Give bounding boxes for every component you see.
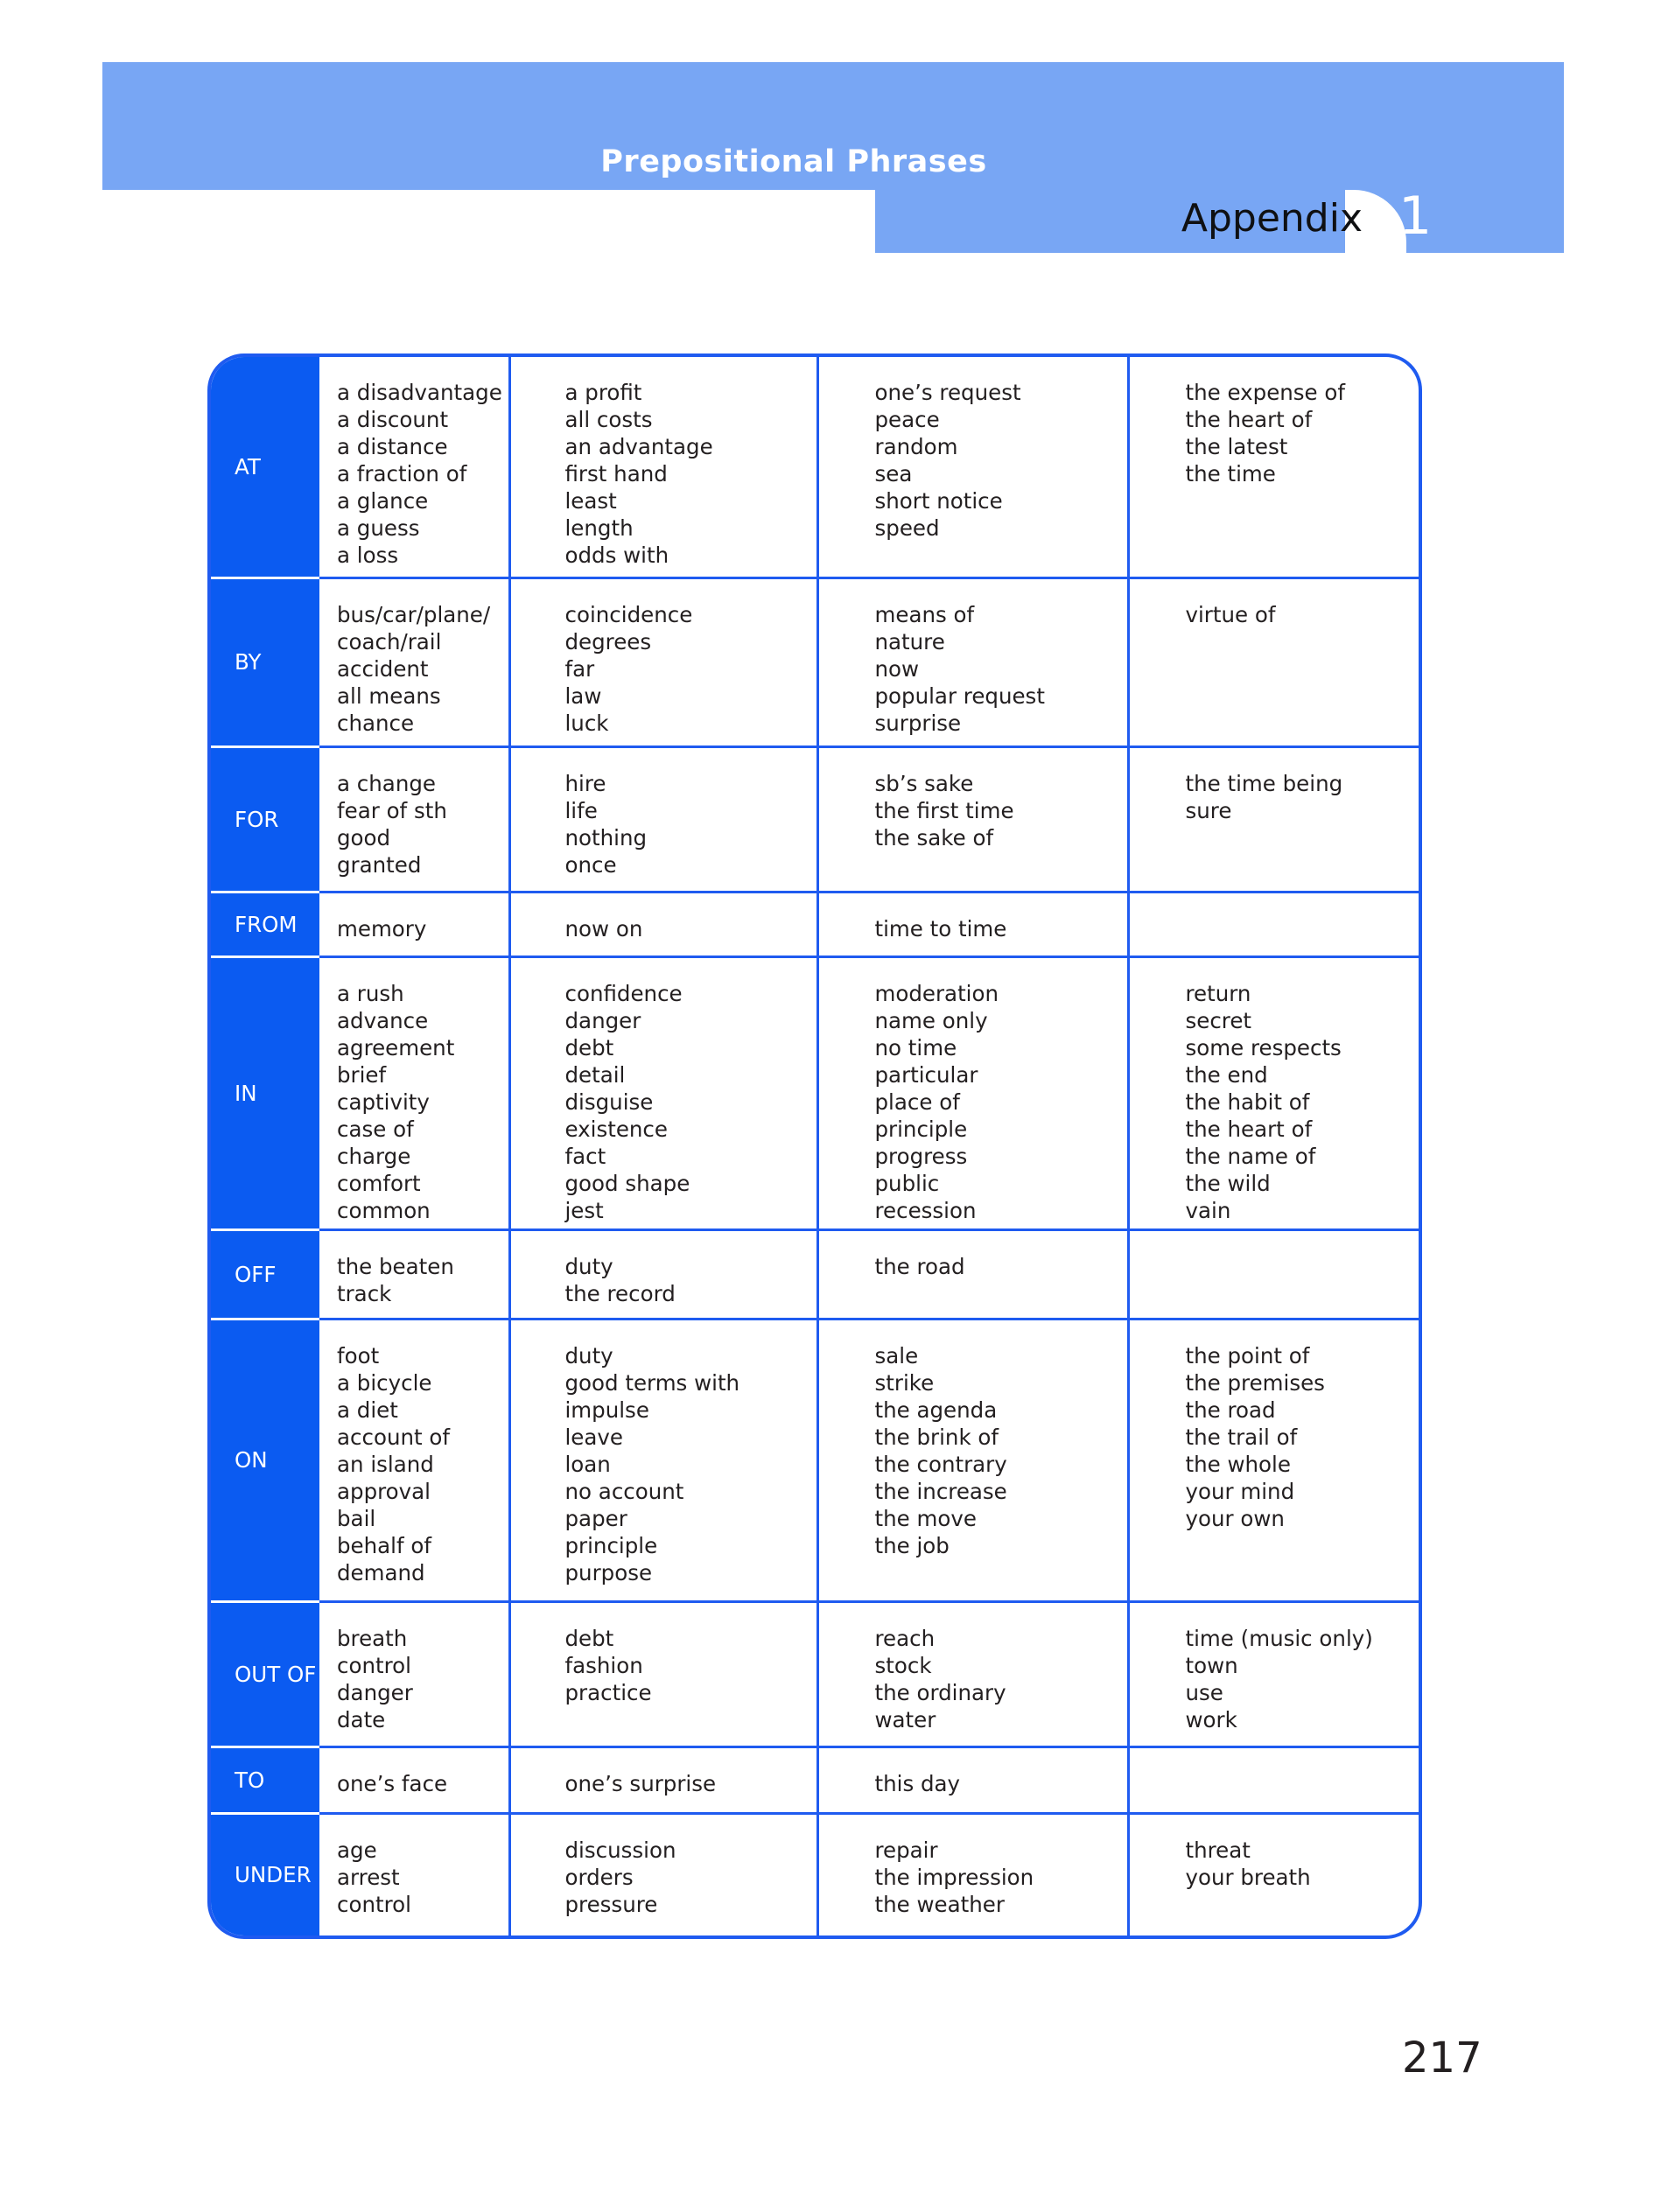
phrase-item: the time being bbox=[1185, 770, 1343, 796]
phrase-item: now on bbox=[564, 915, 643, 942]
phrase-item: the first time bbox=[874, 797, 1014, 823]
phrase-item: least bbox=[564, 488, 617, 514]
phrase-item: water bbox=[874, 1706, 936, 1732]
preposition-label: AT bbox=[211, 357, 319, 578]
phrase-item: an island bbox=[337, 1451, 434, 1477]
phrase-cell bbox=[817, 578, 1128, 746]
phrase-item: charge bbox=[337, 1143, 411, 1169]
table-row bbox=[211, 1601, 1419, 1746]
phrases-table bbox=[211, 357, 1419, 1936]
phrase-item: reach bbox=[874, 1625, 936, 1651]
preposition-label: ON bbox=[211, 1319, 319, 1601]
phrase-item: a change bbox=[337, 770, 436, 796]
phrase-item: the habit of bbox=[1185, 1088, 1310, 1115]
phrase-item: track bbox=[337, 1280, 392, 1306]
phrase-cell bbox=[319, 1229, 509, 1319]
phrase-item: detail bbox=[564, 1061, 626, 1088]
phrase-item: the latest bbox=[1185, 434, 1288, 459]
phrase-item: some respects bbox=[1185, 1034, 1342, 1060]
phrase-item: the increase bbox=[874, 1478, 1007, 1504]
phrase-item: good bbox=[337, 824, 391, 850]
phrase-item: the job bbox=[874, 1532, 950, 1558]
preposition-label: IN bbox=[211, 956, 319, 1229]
phrase-item: arrest bbox=[337, 1864, 400, 1890]
phrases-table-frame bbox=[207, 354, 1422, 1939]
phrase-cell bbox=[319, 357, 509, 578]
phrase-item: work bbox=[1185, 1706, 1237, 1732]
phrase-item: the beaten bbox=[337, 1253, 454, 1279]
phrase-item: luck bbox=[564, 710, 609, 736]
phrase-cell bbox=[509, 1813, 817, 1936]
phrase-item: discussion bbox=[564, 1837, 676, 1863]
table-row bbox=[211, 1813, 1419, 1936]
phrase-item: control bbox=[337, 1652, 411, 1678]
phrase-item: the name of bbox=[1185, 1143, 1316, 1169]
phrase-item: behalf of bbox=[337, 1532, 432, 1558]
phrase-item: the brink of bbox=[874, 1424, 999, 1450]
phrase-item: granted bbox=[337, 851, 422, 878]
phrase-item: memory bbox=[337, 915, 427, 942]
phrase-item: one’s face bbox=[337, 1770, 448, 1796]
phrase-item: foot bbox=[337, 1342, 380, 1368]
phrase-cell bbox=[319, 578, 509, 746]
phrase-item: good terms with bbox=[564, 1369, 740, 1396]
phrase-cell bbox=[509, 578, 817, 746]
phrase-item: law bbox=[564, 682, 602, 709]
phrase-item: chance bbox=[337, 710, 415, 736]
preposition-label: UNDER bbox=[211, 1813, 319, 1936]
phrase-item: recession bbox=[874, 1197, 977, 1223]
phrase-item: the contrary bbox=[874, 1451, 1007, 1477]
phrase-item: one’s surprise bbox=[564, 1770, 717, 1796]
phrase-cell bbox=[509, 1746, 817, 1813]
page-title: Prepositional Phrases bbox=[600, 144, 987, 179]
preposition-label: BY bbox=[211, 578, 319, 746]
phrase-item: secret bbox=[1185, 1007, 1252, 1033]
phrase-cell bbox=[509, 1601, 817, 1746]
phrase-item: the time bbox=[1185, 461, 1276, 486]
phrase-item: a profit bbox=[564, 380, 642, 405]
phrase-cell bbox=[817, 1319, 1128, 1601]
phrase-cell bbox=[817, 1813, 1128, 1936]
table-row bbox=[211, 578, 1419, 746]
phrase-item: no account bbox=[564, 1478, 684, 1504]
phrase-item: a discount bbox=[337, 407, 449, 432]
phrase-item: no time bbox=[874, 1034, 957, 1060]
phrase-item: the road bbox=[874, 1253, 965, 1279]
phrase-item: danger bbox=[337, 1679, 413, 1705]
phrase-item: duty bbox=[564, 1342, 613, 1368]
phrase-item: life bbox=[564, 797, 598, 823]
phrase-cell bbox=[1128, 1813, 1419, 1936]
table-row bbox=[211, 1319, 1419, 1601]
phrase-item: the wild bbox=[1185, 1170, 1271, 1196]
phrase-cell bbox=[817, 357, 1128, 578]
phrase-item: leave bbox=[564, 1424, 623, 1450]
phrase-item: time (music only) bbox=[1185, 1625, 1373, 1651]
phrase-item: random bbox=[874, 434, 958, 459]
phrase-item: agreement bbox=[337, 1034, 455, 1060]
phrase-item: far bbox=[564, 655, 595, 682]
phrase-item: the point of bbox=[1185, 1342, 1310, 1368]
phrase-item: peace bbox=[874, 407, 940, 432]
phrase-item: the premises bbox=[1185, 1369, 1325, 1396]
phrase-item: existence bbox=[564, 1116, 668, 1142]
phrase-item: impulse bbox=[564, 1396, 649, 1423]
phrase-item: purpose bbox=[564, 1559, 653, 1586]
phrase-item: a guess bbox=[337, 515, 420, 541]
phrase-item: disguise bbox=[564, 1088, 654, 1115]
phrase-item: the ordinary bbox=[874, 1679, 1006, 1705]
table-row bbox=[211, 746, 1419, 892]
phrase-item: fact bbox=[564, 1143, 606, 1169]
phrase-item: place of bbox=[874, 1088, 960, 1115]
phrase-item: the expense of bbox=[1185, 380, 1346, 405]
phrase-item: the end bbox=[1185, 1061, 1268, 1088]
phrase-item: the impression bbox=[874, 1864, 1034, 1890]
phrase-item: odds with bbox=[564, 542, 669, 568]
phrase-item: length bbox=[564, 515, 634, 541]
phrase-item: means of bbox=[874, 601, 975, 627]
phrase-cell bbox=[1128, 1319, 1419, 1601]
phrase-item: a loss bbox=[337, 542, 399, 568]
phrase-item: breath bbox=[337, 1625, 408, 1651]
phrase-item: particular bbox=[874, 1061, 978, 1088]
phrase-item: the road bbox=[1185, 1396, 1276, 1423]
phrase-cell bbox=[509, 1319, 817, 1601]
phrase-cell bbox=[1128, 746, 1419, 892]
phrase-item: sure bbox=[1185, 797, 1232, 823]
phrase-item: moderation bbox=[874, 980, 999, 1006]
phrase-item: principle bbox=[564, 1532, 658, 1558]
phrase-item: sb’s sake bbox=[874, 770, 974, 796]
phrase-cell bbox=[319, 956, 509, 1229]
phrase-item: sale bbox=[874, 1342, 919, 1368]
phrase-cell bbox=[817, 956, 1128, 1229]
phrase-cell bbox=[817, 1229, 1128, 1319]
phrase-item: sea bbox=[874, 461, 913, 486]
phrase-item: good shape bbox=[564, 1170, 690, 1196]
phrase-item: speed bbox=[874, 515, 940, 541]
phrase-cell bbox=[509, 746, 817, 892]
phrase-cell bbox=[1128, 357, 1419, 578]
phrase-item: date bbox=[337, 1706, 386, 1732]
phrase-item: danger bbox=[564, 1007, 641, 1033]
phrase-item: this day bbox=[874, 1770, 961, 1796]
phrase-item: an advantage bbox=[564, 434, 713, 459]
preposition-label: OFF bbox=[211, 1229, 319, 1319]
phrase-item: a bicycle bbox=[337, 1369, 432, 1396]
phrase-item: common bbox=[337, 1197, 431, 1223]
phrase-cell bbox=[1128, 1601, 1419, 1746]
phrase-item: orders bbox=[564, 1864, 634, 1890]
phrase-cell bbox=[509, 956, 817, 1229]
phrase-cell bbox=[1128, 1746, 1419, 1813]
phrase-cell bbox=[817, 746, 1128, 892]
phrase-item: your own bbox=[1185, 1505, 1285, 1531]
page-number: 217 bbox=[1402, 2034, 1482, 2082]
phrase-item: once bbox=[564, 851, 617, 878]
phrase-item: loan bbox=[564, 1451, 611, 1477]
phrase-item: jest bbox=[564, 1197, 604, 1223]
phrase-cell bbox=[817, 1746, 1128, 1813]
phrase-item: first hand bbox=[564, 461, 668, 486]
phrase-item: coincidence bbox=[564, 601, 693, 627]
phrase-item: all means bbox=[337, 682, 441, 709]
phrase-item: short notice bbox=[874, 488, 1003, 514]
phrase-item: fashion bbox=[564, 1652, 643, 1678]
phrase-cell bbox=[509, 892, 817, 956]
phrase-item: name only bbox=[874, 1007, 988, 1033]
table-row bbox=[211, 357, 1419, 578]
phrase-item: progress bbox=[874, 1143, 968, 1169]
phrase-cell bbox=[319, 892, 509, 956]
phrase-item: threat bbox=[1185, 1837, 1251, 1863]
phrase-item: time to time bbox=[874, 915, 1007, 942]
phrase-item: principle bbox=[874, 1116, 968, 1142]
phrase-item: captivity bbox=[337, 1088, 430, 1115]
preposition-label: TO bbox=[211, 1746, 319, 1813]
phrase-item: bail bbox=[337, 1505, 376, 1531]
phrase-item: a fraction of bbox=[337, 461, 467, 486]
phrase-cell bbox=[509, 357, 817, 578]
phrase-item: confidence bbox=[564, 980, 683, 1006]
phrase-item: coach/rail bbox=[337, 628, 442, 654]
phrase-item: brief bbox=[337, 1061, 387, 1088]
phrase-item: one’s request bbox=[874, 380, 1021, 405]
phrase-item: the whole bbox=[1185, 1451, 1291, 1477]
phrase-item: fear of sth bbox=[337, 797, 447, 823]
phrase-item: your breath bbox=[1185, 1864, 1311, 1890]
phrase-item: strike bbox=[874, 1369, 935, 1396]
phrase-item: the agenda bbox=[874, 1396, 998, 1423]
appendix-label: Appendix bbox=[1181, 196, 1363, 241]
phrase-item: nature bbox=[874, 628, 945, 654]
phrase-item: virtue of bbox=[1185, 601, 1276, 627]
phrase-item: comfort bbox=[337, 1170, 421, 1196]
table-row bbox=[211, 1746, 1419, 1813]
phrase-item: a rush bbox=[337, 980, 404, 1006]
phrase-cell bbox=[1128, 578, 1419, 746]
phrase-item: surprise bbox=[874, 710, 962, 736]
phrase-item: hire bbox=[564, 770, 606, 796]
phrase-item: approval bbox=[337, 1478, 431, 1504]
phrase-item: a diet bbox=[337, 1396, 398, 1423]
phrase-cell bbox=[319, 746, 509, 892]
phrase-cell bbox=[319, 1601, 509, 1746]
table-row bbox=[211, 956, 1419, 1229]
phrase-cell bbox=[319, 1746, 509, 1813]
phrase-item: duty bbox=[564, 1253, 613, 1279]
phrase-item: all costs bbox=[564, 407, 653, 432]
phrase-item: public bbox=[874, 1170, 940, 1196]
phrase-cell bbox=[1128, 892, 1419, 956]
phrase-item: a distance bbox=[337, 434, 448, 459]
phrase-item: case of bbox=[337, 1116, 414, 1142]
phrase-item: control bbox=[337, 1891, 411, 1917]
preposition-label: FOR bbox=[211, 746, 319, 892]
phrase-item: bus/car/plane/ bbox=[337, 601, 491, 627]
phrase-item: the heart of bbox=[1185, 407, 1313, 432]
phrase-item: advance bbox=[337, 1007, 429, 1033]
appendix-number: 1 bbox=[1398, 186, 1433, 247]
phrase-item: demand bbox=[337, 1559, 425, 1586]
phrase-item: debt bbox=[564, 1034, 614, 1060]
phrase-item: a disadvantage bbox=[337, 380, 502, 405]
phrase-item: stock bbox=[874, 1652, 932, 1678]
preposition-label: OUT OF bbox=[211, 1601, 319, 1746]
phrase-item: nothing bbox=[564, 824, 648, 850]
phrase-item: the sake of bbox=[874, 824, 994, 850]
phrase-cell bbox=[1128, 956, 1419, 1229]
phrase-item: the heart of bbox=[1185, 1116, 1313, 1142]
phrase-item: practice bbox=[564, 1679, 652, 1705]
phrase-item: age bbox=[337, 1837, 377, 1863]
phrase-item: paper bbox=[564, 1505, 627, 1531]
phrase-item: account of bbox=[337, 1424, 451, 1450]
phrase-item: vain bbox=[1185, 1197, 1231, 1223]
phrase-item: the trail of bbox=[1185, 1424, 1298, 1450]
phrase-item: use bbox=[1185, 1679, 1223, 1705]
phrase-item: popular request bbox=[874, 682, 1045, 709]
preposition-label: FROM bbox=[211, 892, 319, 956]
phrase-item: the move bbox=[874, 1505, 977, 1531]
phrase-item: town bbox=[1185, 1652, 1238, 1678]
phrase-item: repair bbox=[874, 1837, 938, 1863]
phrase-cell bbox=[319, 1813, 509, 1936]
phrase-cell bbox=[1128, 1229, 1419, 1319]
phrase-item: the record bbox=[564, 1280, 676, 1306]
phrase-item: degrees bbox=[564, 628, 652, 654]
phrase-cell bbox=[817, 892, 1128, 956]
phrase-cell bbox=[319, 1319, 509, 1601]
table-row bbox=[211, 1229, 1419, 1319]
table-row bbox=[211, 892, 1419, 956]
phrase-cell bbox=[509, 1229, 817, 1319]
phrase-item: return bbox=[1185, 980, 1251, 1006]
phrase-cell bbox=[817, 1601, 1128, 1746]
phrase-item: the weather bbox=[874, 1891, 1005, 1917]
phrase-item: pressure bbox=[564, 1891, 658, 1917]
phrase-item: now bbox=[874, 655, 920, 682]
phrase-item: your mind bbox=[1185, 1478, 1295, 1504]
phrase-item: a glance bbox=[337, 488, 429, 514]
phrase-item: accident bbox=[337, 655, 429, 682]
phrase-item: debt bbox=[564, 1625, 614, 1651]
